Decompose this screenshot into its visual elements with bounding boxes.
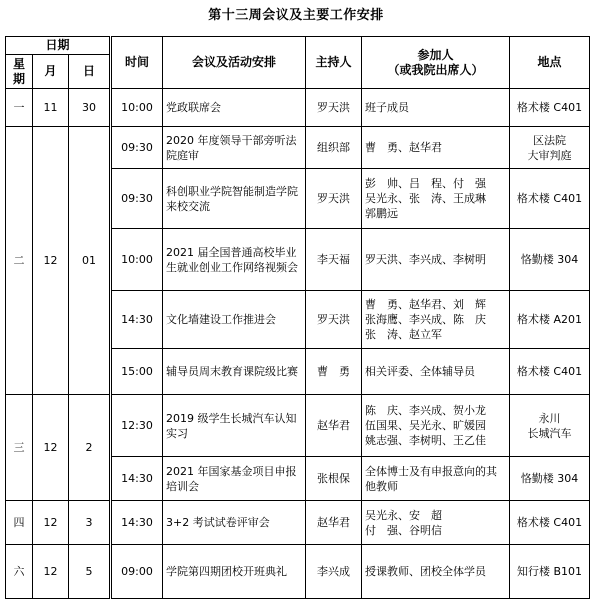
header-participants-line1: 参加人	[417, 47, 454, 62]
agenda-cell: 2021 年国家基金项目申报培训会	[163, 457, 306, 501]
host-cell: 李天福	[306, 229, 362, 291]
time-cell: 09:00	[111, 545, 163, 599]
location-cell: 恪勤楼 304	[510, 457, 590, 501]
time-cell: 10:00	[111, 229, 163, 291]
agenda-cell: 党政联席会	[163, 89, 306, 127]
header-participants	[362, 37, 510, 89]
weekday-cell: 二	[6, 127, 33, 395]
location-cell: 区法院 大审判庭	[510, 127, 590, 169]
schedule-table	[5, 36, 590, 599]
agenda-cell: 2021 届全国普通高校毕业生就业创业工作网络视频会	[163, 229, 306, 291]
day-cell: 30	[69, 89, 111, 127]
day-cell: 5	[69, 545, 111, 599]
header-weekday-text: 星期	[13, 56, 26, 86]
day-cell: 01	[69, 127, 111, 395]
participants-cell: 曹 勇、赵华君	[362, 127, 510, 169]
header-agenda: 会议及活动安排	[163, 37, 306, 89]
location-cell: 恪勤楼 304	[510, 229, 590, 291]
header-date: 日期	[6, 37, 111, 55]
time-cell: 09:30	[111, 127, 163, 169]
host-cell: 李兴成	[306, 545, 362, 599]
host-cell: 赵华君	[306, 395, 362, 457]
weekday-cell: 一	[6, 89, 33, 127]
participants-cell: 彭 帅、吕 程、付 强 吴光永、张 涛、王成琳 郭鹏远	[362, 169, 510, 229]
time-cell: 09:30	[111, 169, 163, 229]
host-cell: 罗天洪	[306, 291, 362, 349]
table-row	[6, 127, 590, 169]
participants-cell: 授课教师、团校全体学员	[362, 545, 510, 599]
host-cell: 曹 勇	[306, 349, 362, 395]
participants-cell: 罗天洪、李兴成、李树明	[362, 229, 510, 291]
time-cell: 15:00	[111, 349, 163, 395]
host-cell: 张根保	[306, 457, 362, 501]
location-cell: 永川 长城汽车	[510, 395, 590, 457]
time-cell: 10:00	[111, 89, 163, 127]
host-cell: 罗天洪	[306, 89, 362, 127]
agenda-cell: 辅导员周末教育课院级比赛	[163, 349, 306, 395]
location-cell: 知行楼 B101	[510, 545, 590, 599]
weekday-cell: 六	[6, 545, 33, 599]
time-cell: 12:30	[111, 395, 163, 457]
participants-cell: 全体博士及有申报意向的其他教师	[362, 457, 510, 501]
month-cell: 12	[33, 501, 69, 545]
agenda-cell: 3+2 考试试卷评审会	[163, 501, 306, 545]
header-host: 主持人	[306, 37, 362, 89]
agenda-cell: 学院第四期团校开班典礼	[163, 545, 306, 599]
table-row	[6, 89, 590, 127]
header-time: 时间	[111, 37, 163, 89]
location-cell: 格术楼 C401	[510, 501, 590, 545]
table-row	[6, 501, 590, 545]
month-cell: 12	[33, 395, 69, 501]
host-cell: 赵华君	[306, 501, 362, 545]
host-cell: 组织部	[306, 127, 362, 169]
agenda-cell: 文化墙建设工作推进会	[163, 291, 306, 349]
header-month: 月	[33, 55, 69, 89]
time-cell: 14:30	[111, 291, 163, 349]
time-cell: 14:30	[111, 457, 163, 501]
agenda-cell: 2020 年度领导干部旁听法院庭审	[163, 127, 306, 169]
location-cell: 格术楼 A201	[510, 291, 590, 349]
page-title: 第十三周会议及主要工作安排	[208, 8, 384, 23]
location-cell: 格术楼 C401	[510, 169, 590, 229]
header-weekday	[6, 55, 33, 89]
host-cell: 罗天洪	[306, 169, 362, 229]
location-cell: 格术楼 C401	[510, 349, 590, 395]
participants-cell: 陈 庆、李兴成、贺小龙 伍国果、吴光永、旷媛园 姚志强、李树明、王乙佳	[362, 395, 510, 457]
table-row	[6, 545, 590, 599]
month-cell: 12	[33, 127, 69, 395]
participants-cell: 吴光永、安 超 付 强、谷明信	[362, 501, 510, 545]
schedule-body	[6, 89, 590, 599]
header-participants-line2: （或我院出席人）	[387, 62, 484, 77]
weekday-cell: 三	[6, 395, 33, 501]
time-cell: 14:30	[111, 501, 163, 545]
participants-cell: 班子成员	[362, 89, 510, 127]
month-cell: 11	[33, 89, 69, 127]
day-cell: 3	[69, 501, 111, 545]
participants-cell: 曹 勇、赵华君、刘 辉 张海鹰、李兴成、陈 庆 张 涛、赵立军	[362, 291, 510, 349]
header-day: 日	[69, 55, 111, 89]
weekday-cell: 四	[6, 501, 33, 545]
month-cell: 12	[33, 545, 69, 599]
day-cell: 2	[69, 395, 111, 501]
table-row	[6, 395, 590, 457]
header-location: 地点	[510, 37, 590, 89]
agenda-cell: 科创职业学院智能制造学院来校交流	[163, 169, 306, 229]
location-cell: 格术楼 C401	[510, 89, 590, 127]
agenda-cell: 2019 级学生长城汽车认知实习	[163, 395, 306, 457]
participants-cell: 相关评委、全体辅导员	[362, 349, 510, 395]
